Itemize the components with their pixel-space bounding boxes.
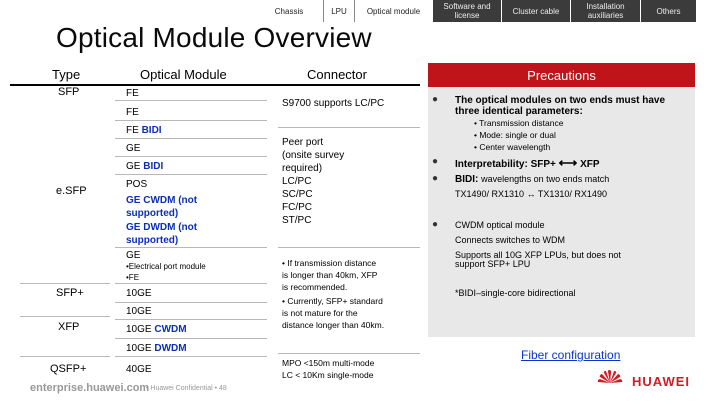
nav-lpu[interactable]: LPU: [331, 6, 347, 16]
connector-note: • If transmission distance: [282, 258, 377, 268]
double-arrow-icon: ⟷: [558, 155, 578, 170]
connector-fc: FC/PC: [282, 202, 312, 213]
connector-st: ST/PC: [282, 215, 312, 226]
connector-lc-single-mode: LC < 10Km single-mode: [282, 370, 374, 380]
nav-optical-module[interactable]: Optical module: [366, 6, 421, 16]
connector-peer-port: Peer port: [282, 137, 324, 148]
bullet-icon: ●: [432, 156, 439, 167]
connector-peer-port: (onsite survey: [282, 150, 345, 161]
module-electrical-fe: •FE: [126, 273, 140, 282]
row-divider: [115, 338, 267, 339]
bidi-label: BIDI: [143, 161, 164, 172]
type-sfp-plus: SFP+: [56, 287, 84, 299]
type-divider: [20, 283, 110, 284]
precaution-bidi: [455, 174, 609, 185]
connector-note: is recommended.: [282, 282, 348, 292]
footer-site: enterprise.huawei.com: [30, 382, 150, 394]
connector-note: is not mature for the: [282, 308, 358, 318]
module-ge-dwdm-note: supported): [126, 235, 179, 246]
module-fe: FE: [126, 88, 139, 99]
row-divider: [115, 174, 267, 175]
module-label: FE: [126, 125, 142, 136]
connector-divider: [278, 353, 420, 354]
nav-installation-auxiliaries[interactable]: Installation auxiliaries: [571, 0, 640, 22]
bidi-title: BIDI:: [455, 174, 479, 185]
connector-peer-port: required): [282, 163, 323, 174]
module-40ge: 40GE: [126, 364, 152, 375]
type-xfp: XFP: [58, 321, 80, 333]
cwdm-label: CWDM: [154, 324, 187, 335]
row-divider: [115, 319, 267, 320]
module-10ge-cwdm: [126, 323, 187, 336]
bidi-label: BIDI: [141, 125, 162, 136]
precaution-cwdm: support SFP+ LPU: [455, 259, 531, 269]
logo-wordmark: HUAWEI: [632, 374, 690, 389]
type-esfp: e.SFP: [56, 185, 87, 197]
precaution-cwdm: Supports all 10G XFP LPUs, but does not: [455, 250, 621, 260]
row-divider: [115, 283, 267, 284]
module-ge-cwdm: GE CWDM (not: [126, 195, 198, 206]
module-pos: POS: [126, 179, 148, 190]
row-divider: [115, 138, 267, 139]
type-sfp: SFP: [58, 86, 80, 98]
type-divider: [20, 356, 110, 357]
precaution-cwdm: Connects switches to WDM: [455, 235, 566, 245]
precautions-header: Precautions: [428, 63, 695, 87]
row-divider: [115, 120, 267, 121]
bidi-text: wavelengths on two ends match: [481, 174, 610, 184]
precaution-cwdm: CWDM optical module: [455, 220, 545, 230]
bullet-icon: ●: [432, 173, 439, 184]
nav-others[interactable]: Others: [641, 0, 696, 22]
bullet-icon: ●: [432, 94, 439, 105]
module-fe: FE: [126, 107, 139, 118]
module-fe-bidi: [126, 124, 162, 137]
precaution-bidi-note: *BIDI–single-core bidirectional: [455, 288, 576, 298]
module-ge-bidi: [126, 160, 163, 173]
connector-s9700: S9700 supports LC/PC: [282, 98, 385, 109]
bidi-tx1310: TX1310/ RX1490: [537, 189, 607, 199]
header-optical-module: Optical Module: [140, 67, 227, 82]
nav-cluster-cable[interactable]: Cluster cable: [502, 0, 570, 22]
connector-note: is longer than 40km, XFP: [282, 270, 378, 280]
bullet-icon: ●: [432, 219, 439, 230]
row-divider: [115, 302, 267, 303]
page-number: 48: [219, 385, 227, 392]
connector-mpo: MPO <150m multi-mode: [282, 358, 375, 368]
connector-divider: [278, 127, 420, 128]
row-divider: [115, 156, 267, 157]
connector-sc: SC/PC: [282, 189, 313, 200]
footer-confidential: [146, 385, 227, 392]
header-connector: Connector: [307, 67, 367, 82]
row-divider: [115, 247, 267, 248]
nav-chassis[interactable]: Chassis: [274, 6, 304, 16]
header-type: Type: [52, 67, 81, 82]
module-label: GE: [126, 161, 144, 172]
module-10ge: 10GE: [126, 288, 152, 299]
nav-software-license[interactable]: Software and license: [433, 0, 501, 22]
module-label: 10GE: [126, 324, 155, 335]
interpretability-xfp: XFP: [580, 159, 600, 170]
row-divider: [115, 100, 267, 101]
connector-lc: LC/PC: [282, 176, 312, 187]
module-ge: GE: [126, 143, 141, 154]
bidi-tx1490: TX1490/ RX1310: [455, 189, 525, 199]
type-qsfp-plus: QSFP+: [50, 363, 87, 375]
precaution-bidi-wavelengths: [455, 189, 607, 200]
row-divider: [115, 356, 267, 357]
precaution-interpretability: [455, 157, 600, 170]
double-arrow-icon: ↔: [526, 189, 536, 199]
precaution-identical-params: three identical parameters:: [455, 106, 583, 117]
module-ge: GE: [126, 250, 141, 261]
connector-note: distance longer than 40km.: [282, 320, 385, 330]
precaution-param: • Center wavelength: [474, 142, 551, 152]
type-divider: [20, 316, 110, 317]
dwdm-label: DWDM: [154, 343, 187, 354]
module-label: 10GE: [126, 343, 155, 354]
precaution-identical-params: The optical modules on two ends must have: [455, 95, 666, 106]
connector-divider: [278, 247, 420, 248]
module-ge-cwdm-note: supported): [126, 208, 179, 219]
interpretability-label: Interpretability: SFP+: [455, 159, 556, 170]
page-title: Optical Module Overview: [56, 22, 372, 53]
module-10ge: 10GE: [126, 306, 152, 317]
fiber-configuration-link[interactable]: Fiber configuration: [521, 348, 621, 362]
module-electrical: •Electrical port module: [126, 262, 206, 271]
connector-note: • Currently, SFP+ standard: [282, 296, 383, 306]
module-10ge-dwdm: [126, 342, 187, 355]
footer-confidential-text: • Huawei Confidential •: [146, 385, 218, 392]
module-ge-dwdm: GE DWDM (not: [126, 222, 198, 233]
precaution-param: • Transmission distance: [474, 118, 564, 128]
precaution-param: • Mode: single or dual: [474, 130, 556, 140]
